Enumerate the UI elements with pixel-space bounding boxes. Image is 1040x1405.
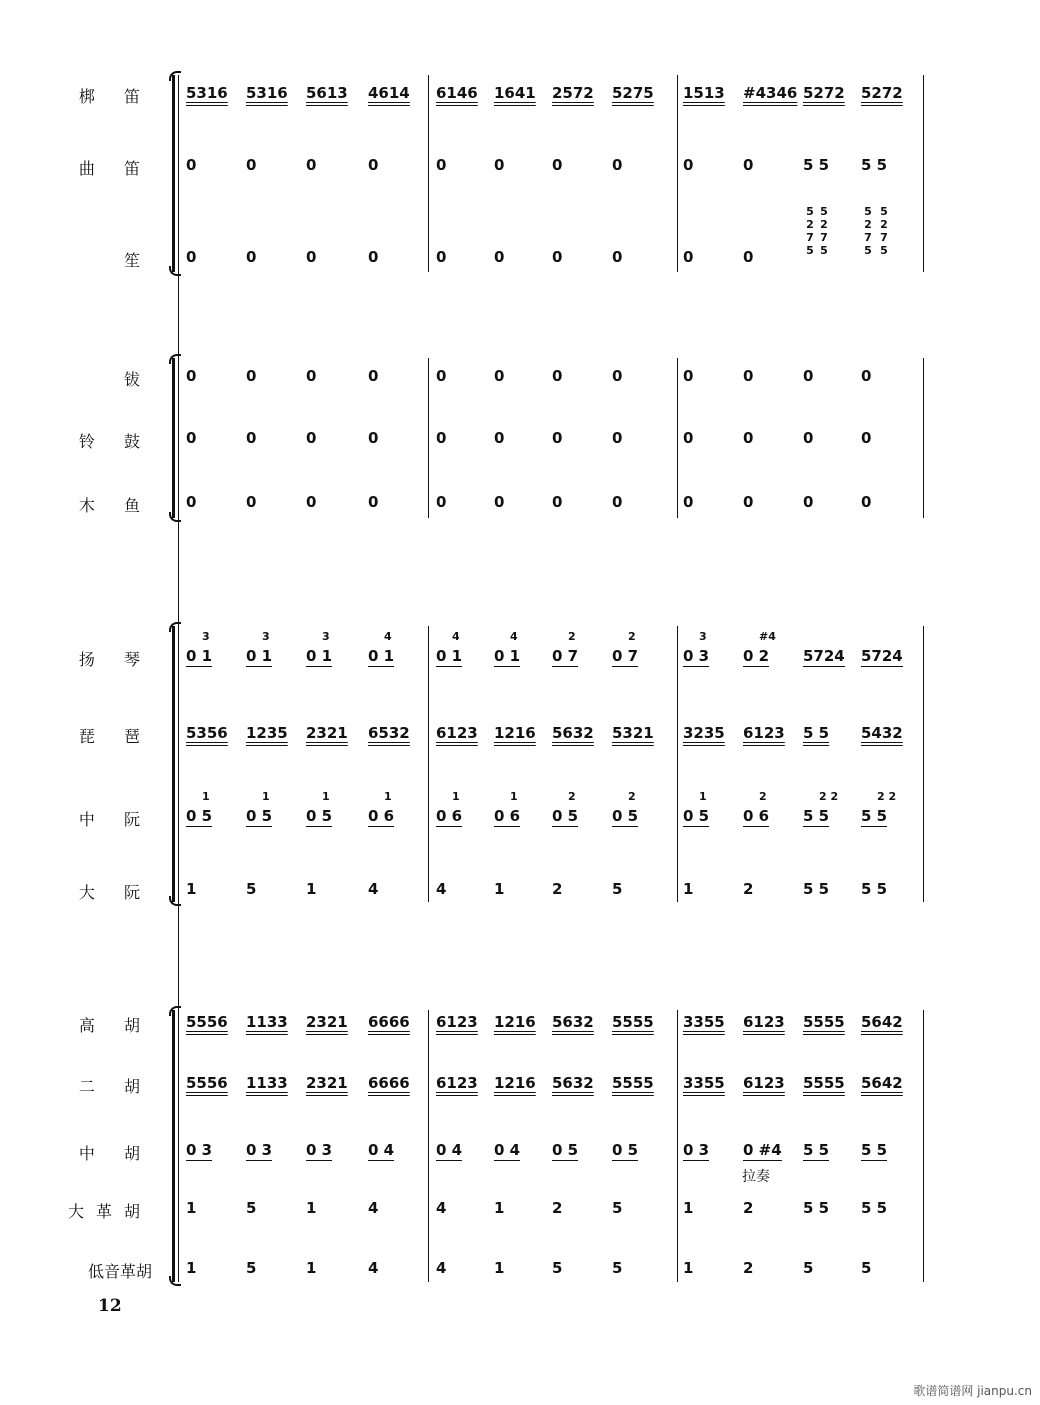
fingering-number: 2 bbox=[568, 790, 576, 803]
note-cell: 1216 bbox=[494, 1074, 536, 1092]
note-cell: 0 bbox=[612, 367, 623, 385]
chord-note: 5 bbox=[864, 205, 872, 218]
chord-note: 7 bbox=[820, 231, 828, 244]
note-cell: 5316 bbox=[186, 84, 228, 102]
note-cell: 3355 bbox=[683, 1013, 725, 1031]
note-cell: 0 bbox=[861, 493, 872, 511]
barline bbox=[428, 626, 429, 902]
note-cell: 1 bbox=[306, 880, 317, 898]
note-cell: 0 bbox=[494, 367, 505, 385]
note-cell: 0 4 bbox=[436, 1141, 463, 1159]
note-cell: 2 bbox=[743, 1259, 754, 1277]
note-cell: 5 5 bbox=[803, 724, 830, 742]
chord-note: 7 bbox=[806, 231, 814, 244]
fingering-number: 4 bbox=[510, 630, 518, 643]
note-cell: 5 5 bbox=[803, 807, 830, 825]
note-cell: 0 bbox=[494, 248, 505, 266]
note-cell: 0 3 bbox=[186, 1141, 213, 1159]
instrument-label: 中 阮 bbox=[78, 810, 152, 829]
note-cell: 0 bbox=[803, 429, 814, 447]
fingering-number: 3 bbox=[262, 630, 270, 643]
note-cell: 0 bbox=[552, 156, 563, 174]
instrument-label: 大革胡 bbox=[67, 1202, 152, 1221]
note-cell: 1 bbox=[306, 1259, 317, 1277]
instrument-label: 木 鱼 bbox=[78, 496, 152, 515]
instrument-label: 高 胡 bbox=[78, 1016, 152, 1035]
chord-note: 2 bbox=[864, 218, 872, 231]
note-cell: 0 bbox=[186, 367, 197, 385]
note-cell: 6666 bbox=[368, 1013, 410, 1031]
fingering-number: 1 bbox=[384, 790, 392, 803]
note-cell: 2 bbox=[552, 1199, 563, 1217]
note-cell: 0 bbox=[436, 493, 447, 511]
note-cell: 3235 bbox=[683, 724, 725, 742]
note-cell: 5 bbox=[612, 880, 623, 898]
instrument-label: 梆 笛 bbox=[78, 87, 152, 106]
note-cell: 4 bbox=[436, 1259, 447, 1277]
note-cell: 6123 bbox=[743, 1013, 785, 1031]
note-cell: 0 bbox=[552, 493, 563, 511]
note-cell: 0 bbox=[552, 429, 563, 447]
note-cell: 0 5 bbox=[612, 1141, 639, 1159]
note-cell: 0 #4 bbox=[743, 1141, 782, 1159]
note-cell: 6123 bbox=[436, 1074, 478, 1092]
chord-note: 2 bbox=[820, 218, 828, 231]
note-cell: 0 bbox=[368, 429, 379, 447]
note-cell: 5 5 bbox=[803, 880, 830, 898]
note-cell: 2 bbox=[552, 880, 563, 898]
barline bbox=[428, 1010, 429, 1282]
note-cell: 5 5 bbox=[803, 1199, 830, 1217]
note-cell: 5 bbox=[552, 1259, 563, 1277]
note-cell: 1 bbox=[306, 1199, 317, 1217]
fingering-number: 1 bbox=[322, 790, 330, 803]
barline bbox=[923, 75, 924, 272]
note-cell: 4 bbox=[368, 1259, 379, 1277]
note-cell: 5316 bbox=[246, 84, 288, 102]
chord-note: 5 bbox=[820, 244, 828, 257]
note-cell: 5556 bbox=[186, 1074, 228, 1092]
note-cell: 6532 bbox=[368, 724, 410, 742]
fingering-number: 4 bbox=[384, 630, 392, 643]
note-cell: 0 1 bbox=[186, 647, 213, 665]
note-cell: 4 bbox=[368, 1199, 379, 1217]
note-cell: 0 bbox=[743, 248, 754, 266]
note-cell: 0 5 bbox=[306, 807, 333, 825]
note-cell: 0 bbox=[612, 429, 623, 447]
note-cell: 0 bbox=[436, 429, 447, 447]
note-cell: 0 bbox=[683, 429, 694, 447]
instrument-label: 扬 琴 bbox=[78, 650, 152, 669]
note-cell: 0 bbox=[743, 367, 754, 385]
note-cell: 5 5 bbox=[861, 1199, 888, 1217]
note-cell: 0 bbox=[306, 493, 317, 511]
watermark: 歌谱简谱网 jianpu.cn bbox=[913, 1384, 1032, 1398]
note-cell: 0 bbox=[436, 248, 447, 266]
note-cell: 2 bbox=[743, 880, 754, 898]
instrument-label: 低音革胡 bbox=[87, 1262, 152, 1281]
instrument-label: 铃 鼓 bbox=[78, 432, 152, 451]
fingering-number: 1 bbox=[202, 790, 210, 803]
note-cell: 0 3 bbox=[683, 1141, 710, 1159]
note-cell: 0 bbox=[186, 493, 197, 511]
chord-note: 5 bbox=[880, 244, 888, 257]
note-cell: 2 bbox=[743, 1199, 754, 1217]
chord-note: 5 bbox=[806, 244, 814, 257]
note-cell: 5356 bbox=[186, 724, 228, 742]
chord-note: 5 bbox=[880, 205, 888, 218]
fingering-number: #4 bbox=[759, 630, 776, 643]
note-cell: 0 bbox=[186, 429, 197, 447]
note-cell: 2572 bbox=[552, 84, 594, 102]
note-cell: 1513 bbox=[683, 84, 725, 102]
fingering-number: 3 bbox=[699, 630, 707, 643]
fingering-number: 2 2 bbox=[877, 790, 897, 803]
note-cell: 0 bbox=[612, 493, 623, 511]
note-cell: 1235 bbox=[246, 724, 288, 742]
fingering-number: 2 bbox=[628, 790, 636, 803]
fingering-number: 1 bbox=[452, 790, 460, 803]
note-cell: 5555 bbox=[612, 1013, 654, 1031]
chord-note: 5 bbox=[806, 205, 814, 218]
note-cell: 0 5 bbox=[246, 807, 273, 825]
note-cell: 2321 bbox=[306, 1074, 348, 1092]
note-cell: 0 bbox=[494, 429, 505, 447]
group-brace bbox=[172, 358, 179, 518]
note-cell: 6123 bbox=[743, 1074, 785, 1092]
barline bbox=[677, 75, 678, 272]
note-cell: 5272 bbox=[803, 84, 845, 102]
note-cell: 5 5 bbox=[861, 880, 888, 898]
fingering-number: 1 bbox=[699, 790, 707, 803]
note-cell: 0 bbox=[683, 156, 694, 174]
note-cell: 0 1 bbox=[246, 647, 273, 665]
note-cell: 1 bbox=[494, 880, 505, 898]
note-cell: 0 5 bbox=[612, 807, 639, 825]
note-cell: 0 5 bbox=[552, 1141, 579, 1159]
note-cell: 6123 bbox=[743, 724, 785, 742]
fingering-number: 2 bbox=[568, 630, 576, 643]
note-cell: 0 6 bbox=[368, 807, 395, 825]
note-cell: 5 5 bbox=[861, 807, 888, 825]
chord-note: 5 bbox=[864, 244, 872, 257]
fingering-number: 2 2 bbox=[819, 790, 839, 803]
note-cell: 0 bbox=[552, 367, 563, 385]
note-cell: 5724 bbox=[803, 647, 845, 665]
note-cell: 1133 bbox=[246, 1074, 288, 1092]
note-cell: 0 bbox=[368, 493, 379, 511]
instrument-label: 琵 琶 bbox=[78, 727, 152, 746]
instrument-label: 笙 bbox=[123, 251, 152, 270]
note-cell: 3355 bbox=[683, 1074, 725, 1092]
chord-stack bbox=[817, 205, 831, 257]
note-cell: 5 bbox=[246, 880, 257, 898]
note-cell: 0 bbox=[861, 367, 872, 385]
instrument-label: 钹 bbox=[123, 370, 152, 389]
note-cell: 0 bbox=[436, 156, 447, 174]
chord-stack bbox=[877, 205, 891, 257]
note-cell: 1216 bbox=[494, 1013, 536, 1031]
note-cell: 1 bbox=[186, 1199, 197, 1217]
barline bbox=[677, 358, 678, 518]
note-cell: 1 bbox=[494, 1259, 505, 1277]
group-brace bbox=[172, 1010, 179, 1282]
note-cell: 6666 bbox=[368, 1074, 410, 1092]
note-cell: 0 bbox=[743, 156, 754, 174]
note-cell: 2321 bbox=[306, 1013, 348, 1031]
note-cell: 0 3 bbox=[683, 647, 710, 665]
note-cell: 5275 bbox=[612, 84, 654, 102]
note-cell: 0 bbox=[743, 429, 754, 447]
note-cell: 0 bbox=[368, 156, 379, 174]
chord-note: 2 bbox=[806, 218, 814, 231]
note-cell: 5642 bbox=[861, 1013, 903, 1031]
note-cell: 6123 bbox=[436, 724, 478, 742]
note-cell: 0 bbox=[306, 367, 317, 385]
note-cell: 4 bbox=[436, 880, 447, 898]
barline bbox=[923, 1010, 924, 1282]
instrument-label: 曲 笛 bbox=[78, 159, 152, 178]
note-cell: 0 bbox=[494, 493, 505, 511]
note-cell: 0 bbox=[552, 248, 563, 266]
page-number: 12 bbox=[98, 1296, 122, 1316]
note-cell: 5 bbox=[612, 1199, 623, 1217]
barline bbox=[428, 75, 429, 272]
note-cell: 5 5 bbox=[803, 156, 830, 174]
note-cell: 0 bbox=[186, 156, 197, 174]
note-cell: 1 bbox=[683, 1199, 694, 1217]
barline bbox=[923, 358, 924, 518]
note-cell: 0 6 bbox=[436, 807, 463, 825]
note-cell: 0 bbox=[494, 156, 505, 174]
group-brace bbox=[172, 75, 179, 272]
note-cell: 6146 bbox=[436, 84, 478, 102]
note-cell: 0 4 bbox=[368, 1141, 395, 1159]
note-cell: 0 bbox=[683, 367, 694, 385]
note-cell: 5321 bbox=[612, 724, 654, 742]
note-cell: 1641 bbox=[494, 84, 536, 102]
note-cell: 0 3 bbox=[246, 1141, 273, 1159]
note-cell: 0 bbox=[436, 367, 447, 385]
fingering-number: 1 bbox=[510, 790, 518, 803]
note-cell: 5555 bbox=[803, 1074, 845, 1092]
performance-annotation: 拉奏 bbox=[742, 1169, 770, 1185]
instrument-label: 中 胡 bbox=[78, 1144, 152, 1163]
fingering-number: 1 bbox=[262, 790, 270, 803]
note-cell: 0 bbox=[743, 493, 754, 511]
note-cell: 0 1 bbox=[494, 647, 521, 665]
note-cell: 0 bbox=[246, 156, 257, 174]
note-cell: 0 bbox=[803, 493, 814, 511]
note-cell: 4 bbox=[368, 880, 379, 898]
note-cell: 1133 bbox=[246, 1013, 288, 1031]
note-cell: 0 7 bbox=[552, 647, 579, 665]
note-cell: 6123 bbox=[436, 1013, 478, 1031]
note-cell: 0 bbox=[246, 367, 257, 385]
note-cell: 5 bbox=[246, 1259, 257, 1277]
chord-stack bbox=[861, 205, 875, 257]
note-cell: 1 bbox=[186, 880, 197, 898]
note-cell: 5 bbox=[861, 1259, 872, 1277]
note-cell: 1 bbox=[683, 880, 694, 898]
note-cell: 0 bbox=[612, 248, 623, 266]
chord-note: 7 bbox=[864, 231, 872, 244]
note-cell: 0 4 bbox=[494, 1141, 521, 1159]
note-cell: 0 7 bbox=[612, 647, 639, 665]
instrument-label: 二 胡 bbox=[78, 1077, 152, 1096]
note-cell: 5 bbox=[246, 1199, 257, 1217]
note-cell: 5632 bbox=[552, 1074, 594, 1092]
note-cell: 5632 bbox=[552, 724, 594, 742]
note-cell: 0 bbox=[186, 248, 197, 266]
note-cell: 0 5 bbox=[552, 807, 579, 825]
note-cell: 0 bbox=[246, 493, 257, 511]
note-cell: 0 bbox=[803, 367, 814, 385]
note-cell: 0 bbox=[368, 248, 379, 266]
note-cell: 0 3 bbox=[306, 1141, 333, 1159]
note-cell: 1 bbox=[494, 1199, 505, 1217]
note-cell: 5632 bbox=[552, 1013, 594, 1031]
note-cell: 4 bbox=[436, 1199, 447, 1217]
note-cell: 5556 bbox=[186, 1013, 228, 1031]
note-cell: #4346 bbox=[743, 84, 798, 102]
fingering-number: 3 bbox=[202, 630, 210, 643]
fingering-number: 3 bbox=[322, 630, 330, 643]
note-cell: 5642 bbox=[861, 1074, 903, 1092]
note-cell: 0 bbox=[861, 429, 872, 447]
barline bbox=[677, 626, 678, 902]
note-cell: 0 bbox=[306, 248, 317, 266]
note-cell: 0 bbox=[306, 429, 317, 447]
note-cell: 0 2 bbox=[743, 647, 770, 665]
note-cell: 5 bbox=[612, 1259, 623, 1277]
note-cell: 0 bbox=[683, 248, 694, 266]
note-cell: 0 1 bbox=[368, 647, 395, 665]
fingering-number: 2 bbox=[759, 790, 767, 803]
note-cell: 5 5 bbox=[861, 1141, 888, 1159]
note-cell: 0 bbox=[306, 156, 317, 174]
note-cell: 0 5 bbox=[186, 807, 213, 825]
chord-note: 7 bbox=[880, 231, 888, 244]
note-cell: 5432 bbox=[861, 724, 903, 742]
note-cell: 0 1 bbox=[436, 647, 463, 665]
instrument-label: 大 阮 bbox=[78, 883, 152, 902]
note-cell: 5 5 bbox=[861, 156, 888, 174]
chord-stack bbox=[803, 205, 817, 257]
note-cell: 0 bbox=[246, 248, 257, 266]
note-cell: 5 bbox=[803, 1259, 814, 1277]
note-cell: 1 bbox=[683, 1259, 694, 1277]
note-cell: 5272 bbox=[861, 84, 903, 102]
note-cell: 5724 bbox=[861, 647, 903, 665]
note-cell: 0 1 bbox=[306, 647, 333, 665]
fingering-number: 2 bbox=[628, 630, 636, 643]
note-cell: 5 5 bbox=[803, 1141, 830, 1159]
note-cell: 1216 bbox=[494, 724, 536, 742]
note-cell: 5555 bbox=[612, 1074, 654, 1092]
barline bbox=[428, 358, 429, 518]
note-cell: 5613 bbox=[306, 84, 348, 102]
fingering-number: 4 bbox=[452, 630, 460, 643]
barline bbox=[677, 1010, 678, 1282]
barline bbox=[923, 626, 924, 902]
note-cell: 0 bbox=[612, 156, 623, 174]
note-cell: 5555 bbox=[803, 1013, 845, 1031]
note-cell: 2321 bbox=[306, 724, 348, 742]
chord-note: 2 bbox=[880, 218, 888, 231]
note-cell: 0 6 bbox=[494, 807, 521, 825]
note-cell: 0 bbox=[246, 429, 257, 447]
note-cell: 1 bbox=[186, 1259, 197, 1277]
note-cell: 0 bbox=[683, 493, 694, 511]
note-cell: 0 6 bbox=[743, 807, 770, 825]
note-cell: 4614 bbox=[368, 84, 410, 102]
note-cell: 0 5 bbox=[683, 807, 710, 825]
group-brace bbox=[172, 626, 179, 902]
note-cell: 0 bbox=[368, 367, 379, 385]
chord-note: 5 bbox=[820, 205, 828, 218]
